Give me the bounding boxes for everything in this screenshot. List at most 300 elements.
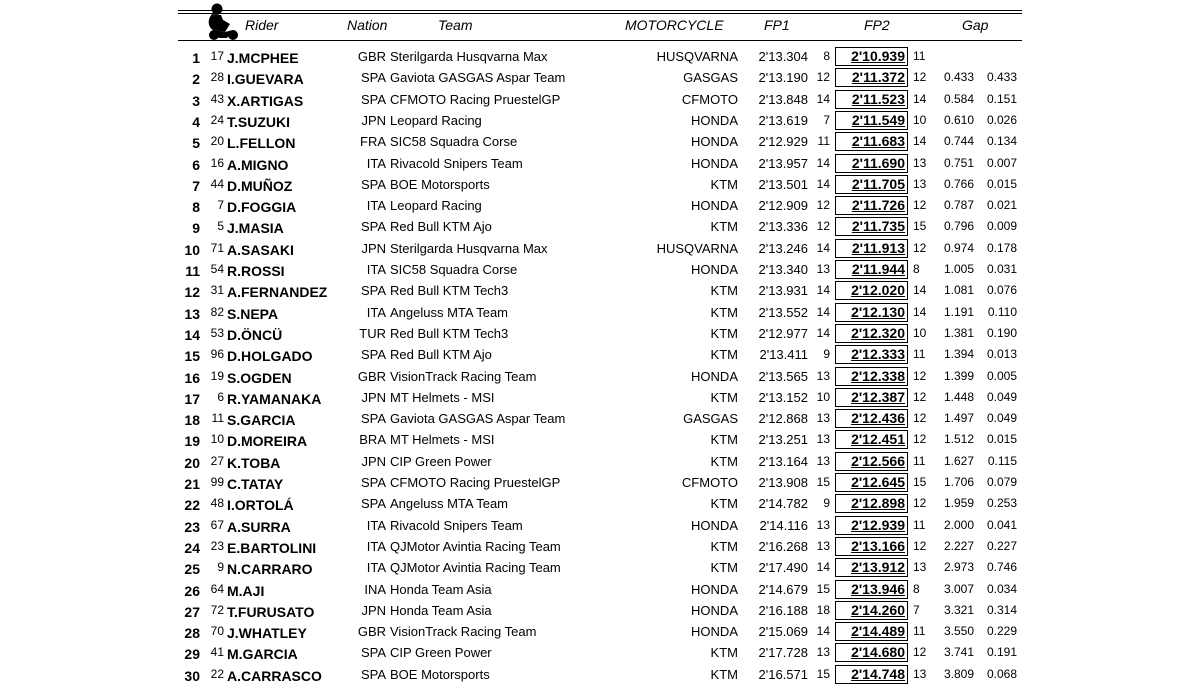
fp2-lap: 11 <box>913 624 926 639</box>
rider-name: E.BARTOLINI <box>227 539 317 556</box>
position: 25 <box>184 561 200 578</box>
fp2-lap: 13 <box>913 176 927 191</box>
table-row <box>0 557 1200 578</box>
motorcycle: CFMOTO <box>681 475 738 490</box>
fp1-time: 2'14.679 <box>758 581 808 597</box>
gap-to-leader: 0.787 <box>943 198 974 213</box>
fp2-lap: 12 <box>913 538 927 553</box>
position: 29 <box>184 646 200 663</box>
rider-number: 82 <box>210 304 224 319</box>
motorcycle: GASGAS <box>683 70 738 86</box>
fp1-lap: 13 <box>816 411 830 426</box>
nation: TUR <box>359 325 386 341</box>
gap-to-leader: 0.751 <box>943 155 974 170</box>
fp2-time: 2'11.372 <box>835 68 908 87</box>
fp1-lap: 13 <box>816 432 830 447</box>
team-name: Gaviota GASGAS Aspar Team <box>390 411 566 427</box>
team-name: MT Helmets - MSI <box>390 432 495 448</box>
fp2-lap: 14 <box>913 283 927 298</box>
rider-number: 20 <box>210 134 224 149</box>
rider-name: J.MCPHEE <box>227 50 299 66</box>
nation: SPA <box>360 219 386 235</box>
fp1-time: 2'12.909 <box>758 198 808 214</box>
motorcycle: HONDA <box>691 155 738 171</box>
gap-to-leader: 2.227 <box>943 538 974 553</box>
gap-to-leader: 0.974 <box>943 240 974 255</box>
fp2-lap: 12 <box>913 389 927 404</box>
fp2-lap: 15 <box>913 475 927 489</box>
position: 20 <box>184 454 200 471</box>
gap-to-leader: 1.627 <box>943 453 974 468</box>
top-rule <box>178 10 1022 11</box>
fp1-time: 2'12.868 <box>758 411 808 427</box>
nation: GBR <box>357 368 386 384</box>
fp1-time: 2'16.188 <box>758 602 808 618</box>
motorcycle: KTM <box>710 453 738 469</box>
team-name: SIC58 Squadra Corse <box>390 262 518 277</box>
motorcycle: HONDA <box>691 112 738 128</box>
motorcycle: HONDA <box>691 262 738 277</box>
rider-number: 48 <box>210 496 224 511</box>
header-gap: Gap <box>962 17 989 33</box>
fp1-lap: 13 <box>816 645 830 660</box>
position: 22 <box>184 497 200 514</box>
gap-to-leader: 1.959 <box>943 496 974 511</box>
fp1-time: 2'13.336 <box>758 219 808 235</box>
table-row <box>0 131 1200 152</box>
fp1-lap: 14 <box>816 304 830 319</box>
fp1-lap: 9 <box>823 347 830 362</box>
header-rule <box>178 40 1022 41</box>
top-rule-inner <box>178 13 1022 14</box>
gap-to-leader: 2.000 <box>943 517 974 532</box>
fp1-time: 2'15.069 <box>758 624 808 640</box>
gap-to-previous: 0.049 <box>986 389 1017 404</box>
table-row <box>0 195 1200 216</box>
motorcycle: HONDA <box>691 602 738 618</box>
team-name: Leopard Racing <box>390 198 482 214</box>
table-row <box>0 323 1200 344</box>
fp2-lap: 8 <box>913 262 920 276</box>
gap-to-previous: 0.005 <box>986 368 1017 383</box>
nation: BRA <box>359 432 386 448</box>
fp2-time: 2'11.726 <box>835 196 908 215</box>
fp2-lap: 7 <box>913 602 920 617</box>
gap-to-previous: 0.178 <box>986 240 1017 255</box>
fp1-time: 2'12.977 <box>758 325 808 341</box>
gap-to-leader: 1.497 <box>943 411 974 426</box>
header-rider: Rider <box>245 17 279 33</box>
nation: SPA <box>360 411 386 427</box>
gap-to-previous: 0.227 <box>986 538 1017 553</box>
gap-to-leader: 3.550 <box>943 624 974 639</box>
fp1-lap: 7 <box>823 112 830 127</box>
rider-name: M.GARCIA <box>227 646 298 663</box>
table-row <box>0 579 1200 600</box>
fp2-time: 2'11.523 <box>835 90 908 109</box>
fp2-lap: 11 <box>913 517 926 532</box>
fp1-time: 2'17.728 <box>758 645 808 661</box>
table-row <box>0 621 1200 642</box>
fp2-time: 2'13.166 <box>835 537 908 556</box>
fp2-lap: 14 <box>913 91 927 106</box>
fp1-time: 2'13.931 <box>758 283 808 299</box>
fp1-lap: 13 <box>816 453 830 468</box>
nation: INA <box>364 581 386 597</box>
table-row <box>0 429 1200 450</box>
position: 14 <box>184 326 200 343</box>
rider-number: 41 <box>210 645 224 660</box>
fp2-time: 2'11.683 <box>835 132 908 151</box>
fp2-lap: 12 <box>913 368 927 383</box>
fp1-time: 2'13.619 <box>758 112 808 128</box>
nation: SPA <box>360 347 386 363</box>
gap-to-leader: 1.191 <box>943 304 974 319</box>
team-name: Red Bull KTM Tech3 <box>390 325 509 341</box>
position: 18 <box>184 412 200 429</box>
rider-number: 7 <box>217 198 224 213</box>
rider-number: 11 <box>211 411 224 426</box>
nation: ITA <box>366 155 386 171</box>
nation: ITA <box>366 198 386 214</box>
table-row <box>0 89 1200 110</box>
fp2-lap: 12 <box>913 198 927 213</box>
gap-to-previous: 0.746 <box>986 560 1017 575</box>
motorcycle: HUSQVARNA <box>656 240 738 256</box>
position: 21 <box>184 476 200 492</box>
position: 28 <box>184 625 200 642</box>
fp2-lap: 13 <box>913 666 927 681</box>
header-team: Team <box>438 17 473 33</box>
rider-name: S.NEPA <box>227 305 279 322</box>
team-name: Sterilgarda Husqvarna Max <box>390 240 548 256</box>
table-row <box>0 302 1200 323</box>
fp2-lap: 11 <box>913 49 926 63</box>
table-row <box>0 280 1200 301</box>
team-name: Honda Team Asia <box>390 602 492 618</box>
nation: SPA <box>360 91 386 107</box>
rider-number: 9 <box>217 560 224 575</box>
nation: GBR <box>357 624 386 640</box>
table-row <box>0 259 1200 280</box>
team-name: CFMOTO Racing PruestelGP <box>390 475 561 490</box>
fp1-lap: 14 <box>816 240 830 255</box>
gap-to-previous: 0.253 <box>986 496 1017 511</box>
gap-to-previous: 0.041 <box>986 517 1017 532</box>
position: 6 <box>192 156 200 173</box>
rider-name: N.CARRARO <box>227 561 313 578</box>
motorcycle: HUSQVARNA <box>656 49 738 64</box>
gap-to-leader: 0.433 <box>943 70 974 85</box>
gap-to-previous: 0.015 <box>986 176 1017 191</box>
team-name: Rivacold Snipers Team <box>390 517 523 533</box>
motorcycle: HONDA <box>691 368 738 384</box>
nation: SPA <box>360 70 386 86</box>
position: 5 <box>192 135 200 152</box>
rider-number: 64 <box>210 581 224 596</box>
fp2-time: 2'12.451 <box>835 430 908 449</box>
position: 9 <box>192 220 200 237</box>
rider-number: 44 <box>210 176 224 191</box>
gap-to-leader: 3.321 <box>943 602 974 617</box>
fp1-time: 2'13.152 <box>758 389 808 405</box>
position: 13 <box>184 305 200 322</box>
fp1-time: 2'13.190 <box>758 70 808 86</box>
gap-to-leader: 1.005 <box>943 262 974 276</box>
header-nation: Nation <box>347 17 388 33</box>
team-name: QJMotor Avintia Racing Team <box>390 560 561 576</box>
fp2-time: 2'11.944 <box>835 260 908 279</box>
motorcycle: GASGAS <box>683 411 738 427</box>
fp1-lap: 12 <box>816 198 830 213</box>
motorcycle: HONDA <box>691 517 738 533</box>
fp1-lap: 15 <box>816 475 830 489</box>
position: 1 <box>192 50 200 66</box>
fp2-time: 2'14.489 <box>835 622 908 641</box>
fp2-time: 2'13.946 <box>835 580 908 599</box>
fp2-time: 2'12.338 <box>835 367 908 386</box>
table-row <box>0 664 1200 685</box>
rider-number: 31 <box>210 283 224 298</box>
table-row <box>0 366 1200 387</box>
gap-to-leader: 0.796 <box>943 219 974 234</box>
table-row <box>0 238 1200 259</box>
fp2-time: 2'12.436 <box>835 409 908 428</box>
gap-to-leader: 2.973 <box>943 560 974 575</box>
fp2-lap: 15 <box>913 219 927 234</box>
nation: SPA <box>360 176 386 192</box>
rider-on-motorcycle-icon <box>203 2 243 42</box>
gap-to-previous: 0.151 <box>986 91 1017 106</box>
rider-name: I.GUEVARA <box>227 71 304 88</box>
motorcycle: KTM <box>710 347 738 363</box>
fp1-lap: 13 <box>816 538 830 553</box>
gap-to-previous: 0.079 <box>986 475 1017 489</box>
table-row <box>0 387 1200 408</box>
fp1-lap: 14 <box>816 91 830 106</box>
gap-to-leader: 0.744 <box>943 134 974 149</box>
team-name: CFMOTO Racing PruestelGP <box>390 91 561 107</box>
gap-to-leader: 0.584 <box>943 91 974 106</box>
header-fp2: FP2 <box>864 17 890 33</box>
rider-name: J.WHATLEY <box>227 625 307 642</box>
position: 3 <box>192 92 200 109</box>
fp2-time: 2'12.939 <box>835 516 908 535</box>
position: 19 <box>184 433 200 450</box>
gap-to-leader: 1.381 <box>943 325 974 340</box>
nation: SPA <box>360 283 386 299</box>
fp1-lap: 12 <box>816 70 830 85</box>
table-row <box>0 472 1200 493</box>
rider-name: D.ÖNCÜ <box>227 326 283 343</box>
nation: SPA <box>360 475 386 490</box>
nation: JPN <box>361 389 386 405</box>
fp2-time: 2'11.549 <box>835 111 908 130</box>
table-row <box>0 536 1200 557</box>
position: 12 <box>184 284 200 301</box>
gap-to-leader: 1.448 <box>943 389 974 404</box>
fp2-time: 2'11.705 <box>835 175 908 194</box>
fp2-time: 2'14.260 <box>835 601 908 620</box>
table-row <box>0 493 1200 514</box>
motorcycle: KTM <box>710 389 738 405</box>
gap-to-leader: 1.706 <box>943 475 974 489</box>
table-row <box>0 46 1200 67</box>
rider-name: A.SURRA <box>227 518 291 535</box>
motorcycle: KTM <box>710 219 738 235</box>
rider-number: 19 <box>210 368 224 383</box>
gap-to-previous: 0.115 <box>987 453 1017 468</box>
fp2-lap: 12 <box>913 432 927 447</box>
motorcycle: KTM <box>710 283 738 299</box>
fp2-time: 2'12.320 <box>835 324 908 343</box>
motorcycle: KTM <box>710 304 738 320</box>
position: 8 <box>192 199 200 216</box>
gap-to-previous: 0.190 <box>986 325 1017 340</box>
fp1-time: 2'13.246 <box>758 240 808 256</box>
fp2-lap: 14 <box>913 304 927 319</box>
nation: ITA <box>366 517 386 533</box>
table-row <box>0 600 1200 621</box>
team-name: CIP Green Power <box>390 453 492 469</box>
rider-number: 99 <box>210 475 224 489</box>
rider-number: 70 <box>210 624 224 639</box>
fp2-time: 2'13.912 <box>835 558 908 577</box>
position: 2 <box>192 71 200 88</box>
fp1-lap: 14 <box>816 624 830 639</box>
fp2-time: 2'11.690 <box>835 154 908 173</box>
fp1-lap: 13 <box>816 368 830 383</box>
header-fp1: FP1 <box>764 17 790 33</box>
fp2-lap: 13 <box>913 155 927 170</box>
team-name: BOE Motorsports <box>390 666 490 682</box>
nation: ITA <box>366 262 386 277</box>
fp1-time: 2'17.490 <box>758 560 808 576</box>
team-name: Rivacold Snipers Team <box>390 155 523 171</box>
gap-to-previous: 0.229 <box>986 624 1017 639</box>
fp2-lap: 12 <box>913 411 927 426</box>
motorcycle: KTM <box>710 496 738 512</box>
fp1-time: 2'12.929 <box>758 134 808 150</box>
fp2-lap: 12 <box>913 496 927 511</box>
team-name: Leopard Racing <box>390 112 482 128</box>
team-name: SIC58 Squadra Corse <box>390 134 518 150</box>
gap-to-previous: 0.049 <box>986 411 1017 426</box>
fp2-lap: 13 <box>913 560 927 575</box>
motorcycle: KTM <box>710 538 738 554</box>
team-name: MT Helmets - MSI <box>390 389 495 405</box>
rider-name: T.SUZUKI <box>227 113 290 130</box>
fp2-lap: 10 <box>913 112 927 127</box>
position: 11 <box>185 263 200 279</box>
rider-number: 10 <box>210 432 224 447</box>
fp1-time: 2'16.268 <box>758 538 808 554</box>
fp1-lap: 14 <box>816 176 830 191</box>
rider-name: D.MUÑOZ <box>227 177 293 194</box>
fp1-time: 2'13.565 <box>758 368 808 384</box>
rider-number: 67 <box>210 517 224 532</box>
fp1-lap: 18 <box>816 602 830 617</box>
rider-number: 54 <box>210 262 224 276</box>
team-name: CIP Green Power <box>390 645 492 661</box>
gap-to-previous: 0.013 <box>986 347 1017 362</box>
position: 10 <box>184 241 200 258</box>
rider-number: 17 <box>210 49 224 63</box>
team-name: Angeluss MTA Team <box>390 304 509 320</box>
motorcycle: KTM <box>710 560 738 576</box>
fp1-lap: 15 <box>816 666 830 681</box>
table-row <box>0 344 1200 365</box>
fp2-lap: 12 <box>913 240 927 255</box>
motorcycle: CFMOTO <box>681 91 738 107</box>
fp2-lap: 12 <box>913 70 927 85</box>
fp2-time: 2'10.939 <box>835 47 908 66</box>
gap-to-leader: 3.007 <box>943 581 974 596</box>
fp1-lap: 13 <box>816 517 830 532</box>
rider-name: R.ROSSI <box>227 263 285 279</box>
fp1-time: 2'13.411 <box>759 347 808 363</box>
rider-number: 28 <box>210 70 224 85</box>
position: 7 <box>192 177 200 194</box>
fp1-time: 2'13.340 <box>758 262 808 277</box>
rider-number: 24 <box>210 112 224 127</box>
motorcycle: HONDA <box>691 624 738 640</box>
rider-name: S.GARCIA <box>227 412 296 429</box>
rider-name: M.AJI <box>227 582 265 599</box>
fp2-time: 2'11.913 <box>835 239 908 258</box>
position: 23 <box>184 518 200 535</box>
nation: GBR <box>357 49 386 64</box>
rider-name: A.FERNANDEZ <box>227 284 328 301</box>
rider-name: D.FOGGIA <box>227 199 297 216</box>
table-row <box>0 515 1200 536</box>
rider-name: D.HOLGADO <box>227 348 313 365</box>
rider-number: 43 <box>210 91 224 106</box>
gap-to-previous: 0.191 <box>986 645 1017 660</box>
rider-name: X.ARTIGAS <box>227 92 304 109</box>
fp1-time: 2'13.552 <box>758 304 808 320</box>
rider-number: 16 <box>210 155 224 170</box>
rider-name: S.OGDEN <box>227 369 292 386</box>
gap-to-previous: 0.015 <box>986 432 1017 447</box>
team-name: Red Bull KTM Ajo <box>390 347 492 363</box>
position: 16 <box>184 369 200 386</box>
fp1-time: 2'13.501 <box>758 176 808 192</box>
rider-number: 6 <box>217 389 224 404</box>
table-row <box>0 67 1200 88</box>
gap-to-leader: 1.512 <box>943 432 974 447</box>
table-row <box>0 408 1200 429</box>
rider-name: K.TOBA <box>227 454 281 471</box>
rider-name: A.SASAKI <box>227 241 294 258</box>
fp1-time: 2'13.304 <box>758 49 808 64</box>
fp1-lap: 10 <box>816 389 830 404</box>
team-name: QJMotor Avintia Racing Team <box>390 538 561 554</box>
gap-to-previous: 0.433 <box>986 70 1017 85</box>
team-name: BOE Motorsports <box>390 176 490 192</box>
fp2-time: 2'12.333 <box>835 345 908 364</box>
fp1-time: 2'13.251 <box>758 432 808 448</box>
rider-number: 53 <box>210 325 224 340</box>
rider-number: 22 <box>210 666 224 681</box>
gap-to-previous: 0.021 <box>986 198 1017 213</box>
nation: JPN <box>361 602 386 618</box>
table-row <box>0 110 1200 131</box>
rider-name: A.CARRASCO <box>227 667 322 684</box>
gap-to-previous: 0.031 <box>986 262 1017 276</box>
rider-name: J.MASIA <box>227 220 284 237</box>
fp2-time: 2'12.020 <box>835 281 908 300</box>
